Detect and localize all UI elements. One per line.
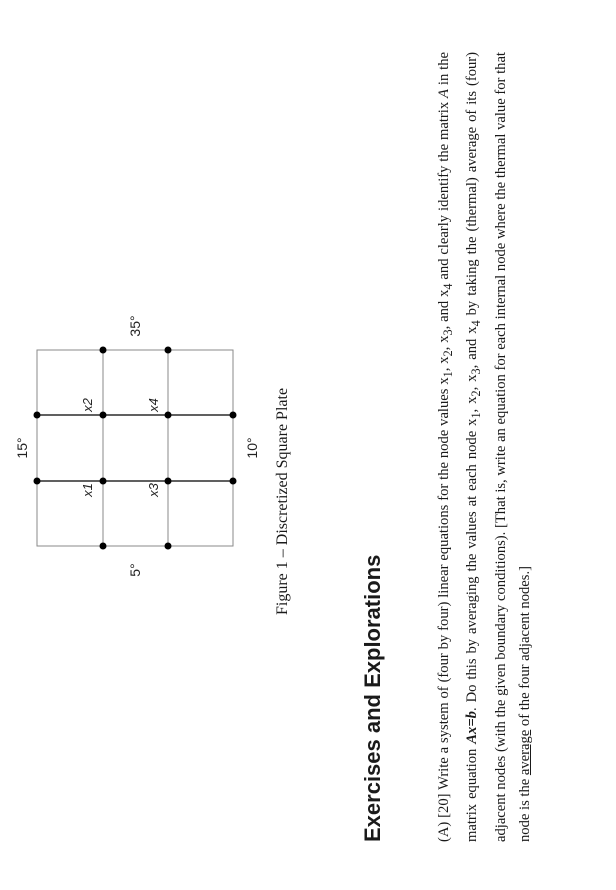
section-heading: Exercises and Explorations <box>360 554 385 842</box>
boundary-node <box>100 543 107 550</box>
node-label-x4: x4 <box>146 398 161 412</box>
bottom-boundary-label: 10° <box>244 437 260 459</box>
exercise-label: (A) [20] <box>436 793 452 842</box>
plate-outline <box>37 350 233 546</box>
boundary-node <box>230 478 237 485</box>
top-boundary-label: 15° <box>14 437 30 459</box>
interior-node-x4 <box>165 412 172 419</box>
interior-node-x2 <box>100 412 107 419</box>
interior-node-x3 <box>165 478 172 485</box>
matrix-equation: Ax=b <box>464 711 481 744</box>
boundary-node <box>165 347 172 354</box>
grid-nodes <box>34 347 237 550</box>
boundary-node <box>100 347 107 354</box>
boundary-node <box>230 412 237 419</box>
interior-lines <box>37 415 233 481</box>
grid-lines <box>37 350 233 546</box>
node-label-x2: x2 <box>80 398 95 412</box>
matrix-symbol: A <box>436 89 452 98</box>
emphasized-word: average <box>517 729 534 776</box>
left-boundary-label: 5° <box>127 563 143 577</box>
exercise-text: by taking the (thermal) average of its (four) adjacent nodes (with the given boundary conditions). [That is, write an equation for each internal node where the thermal value for that node is the <box>464 51 534 842</box>
node-label-x3: x3 <box>146 483 161 497</box>
discretized-square-plate-figure <box>0 0 270 890</box>
exercise-text: . Do this by averaging the values at each node x <box>464 418 481 712</box>
right-boundary-label: 35° <box>127 315 143 337</box>
node-label-x1: x1 <box>80 483 95 497</box>
boundary-node <box>165 543 172 550</box>
exercise-text: of the four adjacent nodes.] <box>517 566 534 730</box>
boundary-node <box>34 478 41 485</box>
exercise-a-paragraph: (A) [20] Write a system of (four by four) linear equations for the node values $x_1$, $x_2$, $x_3$, and $x_4$ and clearly identify the matrix A in the matrix equation Ax=b. Do this by averaging the values at each node $x_1$, $x_2$, $x_3$, and $x_4$ by taking the (thermal) average of its (four) adjacent nodes (with the given boundary conditions). [That is, write an equation for each internal node where the thermal value for that node is the average of the four adjacent nodes.] <box>436 51 534 842</box>
exercise-text: Write a system of (four by four) linear equations for the node values x <box>436 377 452 794</box>
exercise-text: and clearly identify the matrix <box>436 97 452 284</box>
exercise-text: in the matrix equation <box>436 52 481 842</box>
figure-caption: Figure 1 – Discretized Square Plate <box>274 387 291 615</box>
boundary-node <box>34 412 41 419</box>
interior-node-x1 <box>100 478 107 485</box>
